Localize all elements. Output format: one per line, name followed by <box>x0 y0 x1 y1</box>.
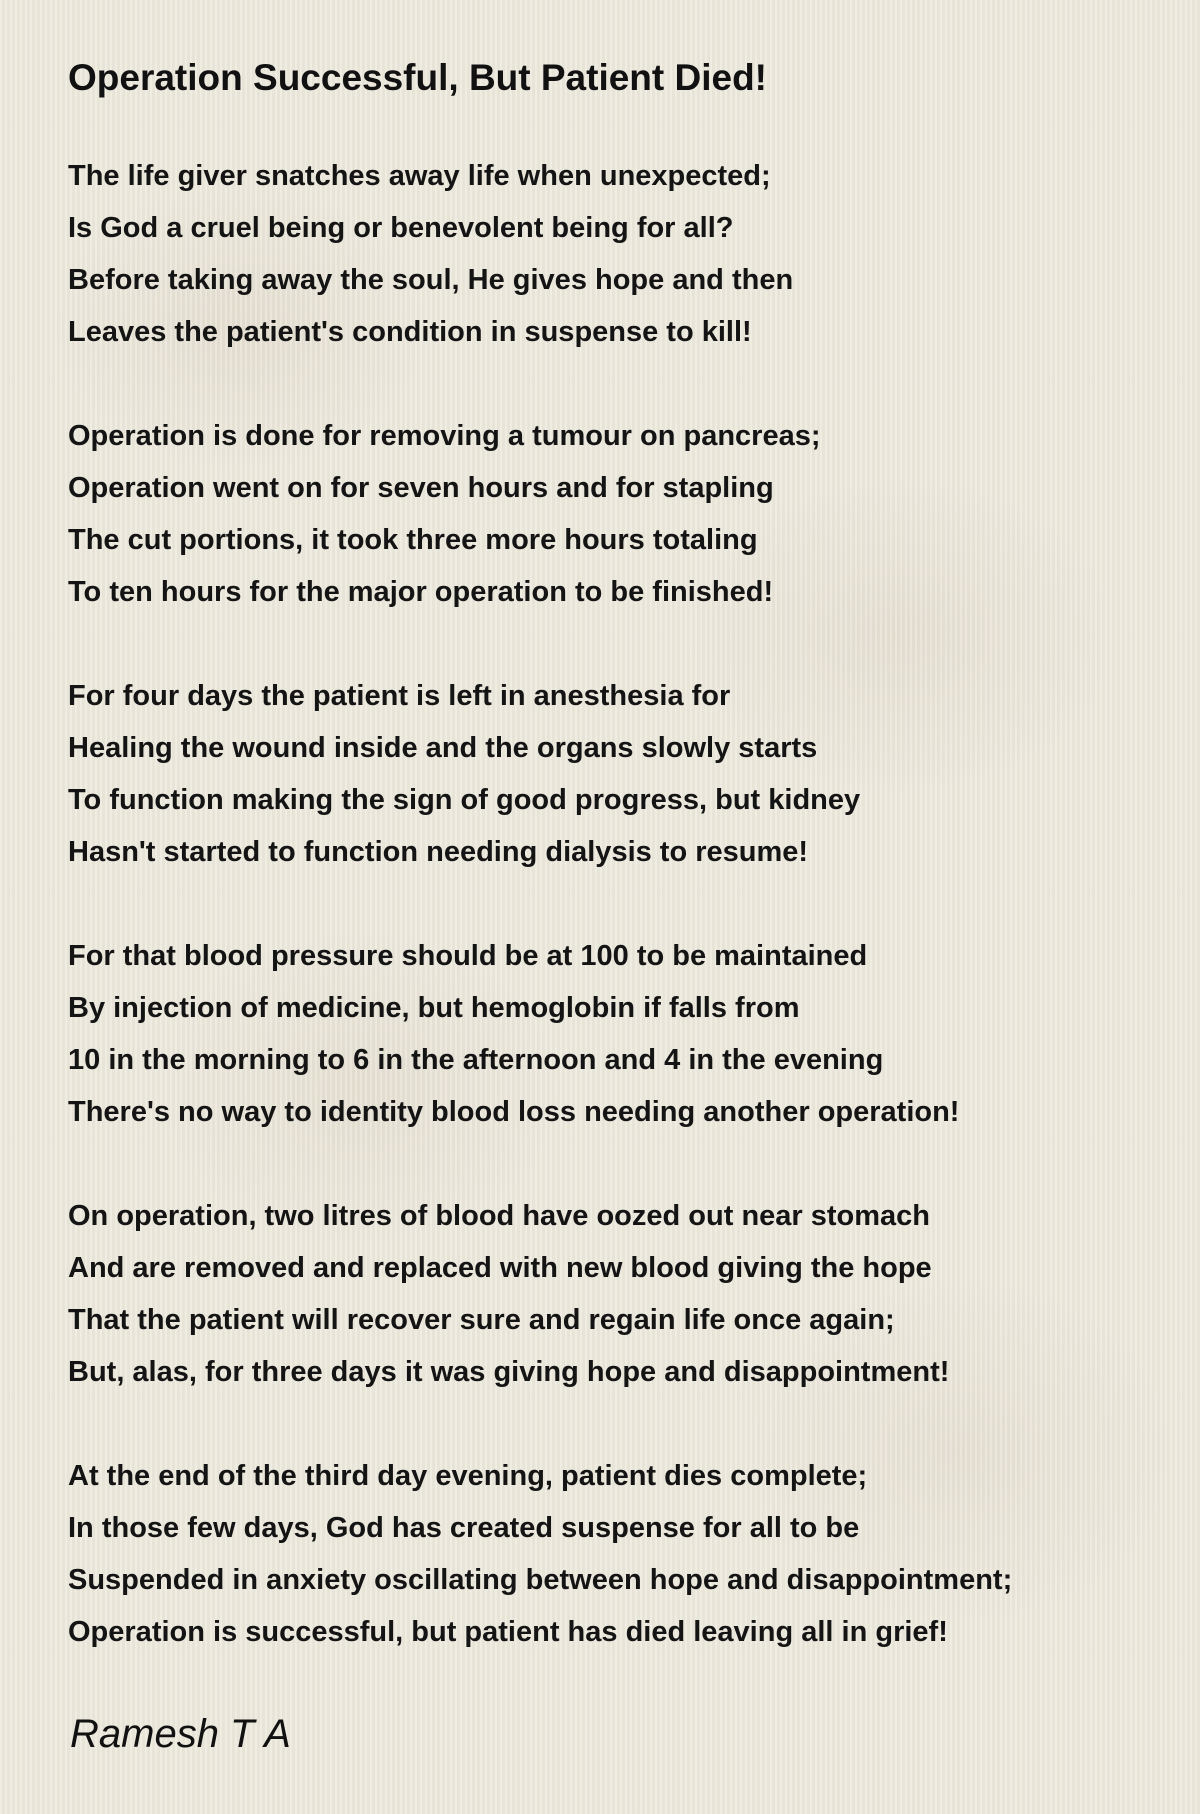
author-signature: Ramesh T A <box>70 1712 291 1756</box>
poem-line: There's no way to identity blood loss needing another operation! <box>68 1096 960 1128</box>
poem-line: Hasn't started to function needing dialysis to resume! <box>68 836 809 868</box>
poem-line: Is God a cruel being or benevolent being for all? <box>68 212 734 244</box>
poem-line: Healing the wound inside and the organs slowly starts <box>68 732 818 764</box>
poem-line: In those few days, God has created suspense for all to be <box>68 1512 860 1544</box>
stanza-5 <box>68 1190 1178 1398</box>
poem-line: But, alas, for three days it was giving hope and disappointment! <box>68 1356 950 1388</box>
poem-line: By injection of medicine, but hemoglobin if falls from <box>68 992 800 1024</box>
poem-line: The life giver snatches away life when unexpected; <box>68 160 771 192</box>
stanza-1 <box>68 150 1178 358</box>
poem-line: For that blood pressure should be at 100 to be maintained <box>68 940 868 972</box>
poem-body <box>68 150 1178 1658</box>
poem-line: At the end of the third day evening, patient dies complete; <box>68 1460 868 1492</box>
poem-line: Before taking away the soul, He gives hope and then <box>68 264 794 296</box>
poem-line: Leaves the patient's condition in suspense to kill! <box>68 316 752 348</box>
poem-line: That the patient will recover sure and regain life once again; <box>68 1304 895 1336</box>
poem-line: To function making the sign of good progress, but kidney <box>68 784 861 816</box>
poem-line: On operation, two litres of blood have oozed out near stomach <box>68 1200 931 1232</box>
poem-line: Operation is successful, but patient has died leaving all in grief! <box>68 1616 948 1648</box>
poem-line: Operation went on for seven hours and for stapling <box>68 472 774 504</box>
stanza-6 <box>68 1450 1178 1658</box>
poem-line: Operation is done for removing a tumour on pancreas; <box>68 420 821 452</box>
poem-line: For four days the patient is left in anesthesia for <box>68 680 731 712</box>
poem-line: And are removed and replaced with new blood giving the hope <box>68 1252 932 1284</box>
poem-line: Suspended in anxiety oscillating between hope and disappointment; <box>68 1564 1013 1596</box>
stanza-2 <box>68 410 1178 618</box>
poem-line: The cut portions, it took three more hours totaling <box>68 524 758 556</box>
poem-line: 10 in the morning to 6 in the afternoon and 4 in the evening <box>68 1044 884 1076</box>
stanza-3 <box>68 670 1178 878</box>
poem-line: To ten hours for the major operation to be finished! <box>68 576 774 608</box>
stanza-4 <box>68 930 1178 1138</box>
poem-card <box>68 50 1178 1710</box>
poem-title: Operation Successful, But Patient Died! <box>68 57 768 98</box>
